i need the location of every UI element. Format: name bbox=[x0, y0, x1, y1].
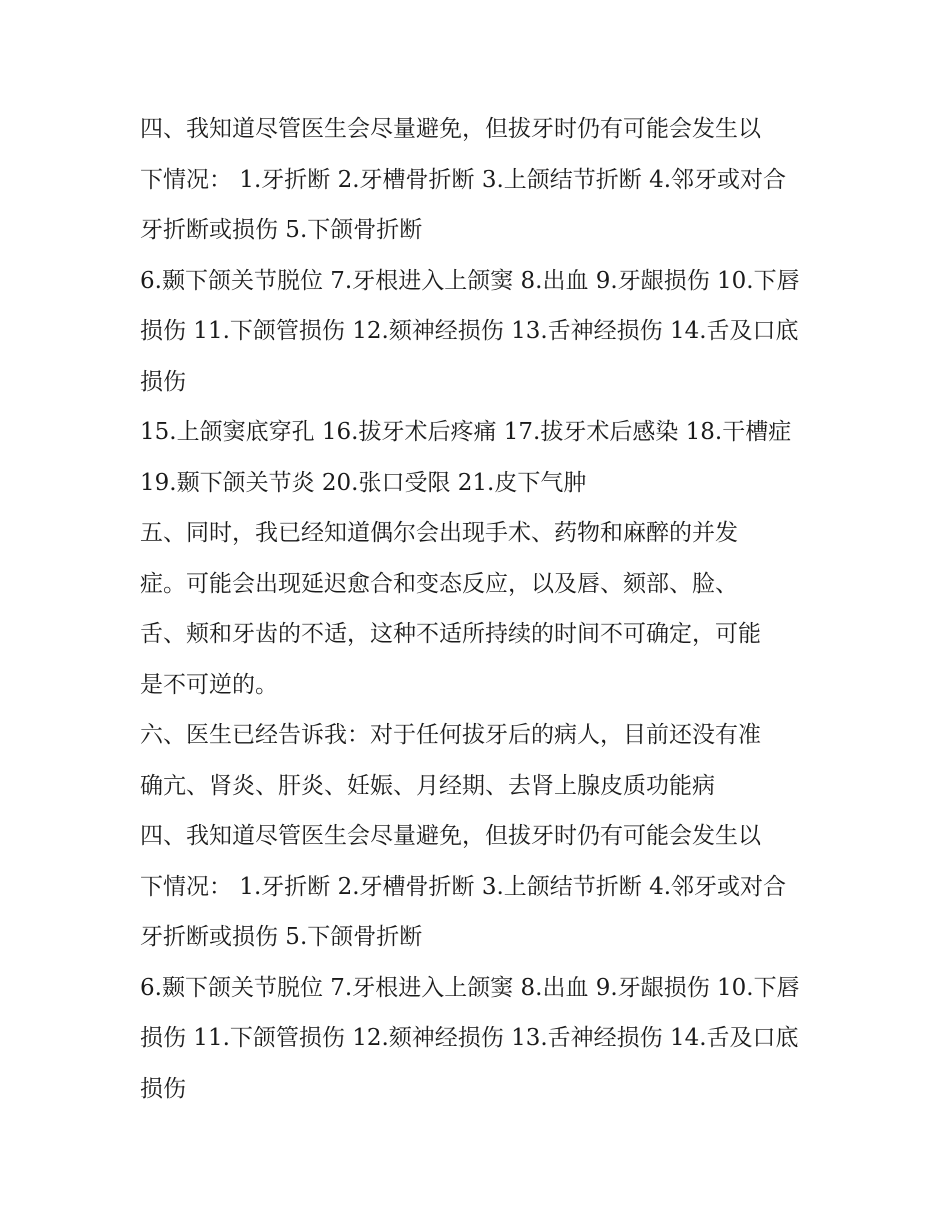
text-line-6: 损伤 bbox=[140, 368, 186, 395]
text-line-12: 是不可逆的。 bbox=[140, 671, 278, 698]
document-body bbox=[140, 104, 820, 1114]
text-line-8: 19.颞下颌关节炎 20.张口受限 21.皮下气肿 bbox=[140, 469, 587, 496]
text-line-16: 下情况： 1.牙折断 2.牙槽骨折断 3.上颌结节折断 4.邻牙或对合 bbox=[140, 873, 787, 900]
text-line-10: 症。可能会出现延迟愈合和变态反应，以及唇、颏部、脸、 bbox=[140, 570, 738, 597]
text-line-11: 舌、颊和牙齿的不适，这种不适所持续的时间不可确定，可能 bbox=[140, 621, 761, 647]
text-line-17: 牙折断或损伤 5.下颌骨折断 bbox=[140, 924, 423, 950]
text-line-13: 六、医生已经告诉我：对于任何拔牙后的病人，目前还没有准 bbox=[140, 722, 761, 748]
text-line-7: 15.上颌窦底穿孔 16.拔牙术后疼痛 17.拔牙术后感染 18.干槽症 bbox=[140, 419, 792, 445]
text-line-1: 四、我知道尽管医生会尽量避免，但拔牙时仍有可能会发生以 bbox=[140, 116, 761, 142]
text-line-20: 损伤 bbox=[140, 1075, 186, 1102]
text-line-3: 牙折断或损伤 5.下颌骨折断 bbox=[140, 217, 423, 243]
text-line-5: 损伤 11.下颌管损伤 12.颏神经损伤 13.舌神经损伤 14.舌及口底 bbox=[140, 318, 799, 344]
text-line-14: 确亢、肾炎、肝炎、妊娠、月经期、去肾上腺皮质功能病 bbox=[140, 772, 715, 799]
text-line-15: 四、我知道尽管医生会尽量避免，但拔牙时仍有可能会发生以 bbox=[140, 823, 761, 849]
text-line-2: 下情况： 1.牙折断 2.牙槽骨折断 3.上颌结节折断 4.邻牙或对合 bbox=[140, 166, 787, 193]
text-line-9: 五、同时，我已经知道偶尔会出现手术、药物和麻醉的并发 bbox=[140, 520, 738, 546]
text-line-19: 损伤 11.下颌管损伤 12.颏神经损伤 13.舌神经损伤 14.舌及口底 bbox=[140, 1025, 799, 1051]
text-line-18: 6.颞下颌关节脱位 7.牙根进入上颌窦 8.出血 9.牙龈损伤 10.下唇 bbox=[140, 974, 800, 1001]
text-line-4: 6.颞下颌关节脱位 7.牙根进入上颌窦 8.出血 9.牙龈损伤 10.下唇 bbox=[140, 267, 800, 294]
